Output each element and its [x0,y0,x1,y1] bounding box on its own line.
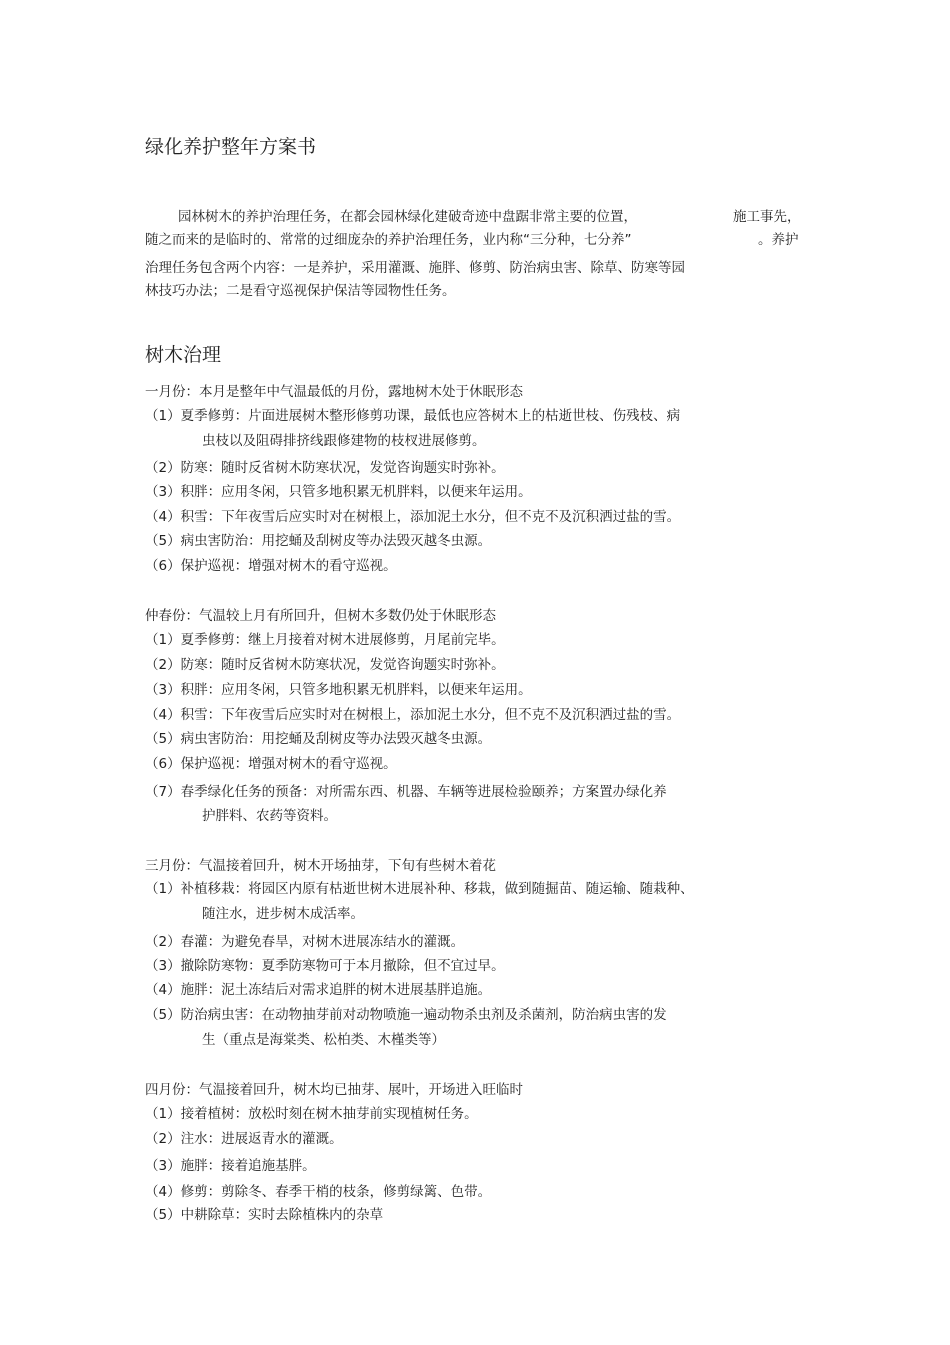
item-text: 施胖：泥土冻结后对需求追胖的树木进展基胖追施。 [180,982,492,998]
item-number: （1） [145,881,181,897]
item-number: （4） [145,707,181,723]
list-item [145,628,505,648]
item-number: （4） [145,1184,181,1200]
item-text: 防治病虫害：在动物抽芽前对动物喷施一遍动物杀虫剂及杀菌剂，防治病虫害的发 [180,1007,667,1023]
item-continuation: 生（重点是海棠类、松柏类、木槿类等） [202,1032,445,1048]
item-text: 夏季修剪：继上月接着对树木进展修剪，月尾前完毕。 [180,632,505,648]
item-text: 积雪：下年夜雪后应实时对在树根上，添加泥土水分，但不克不及沉积洒过盐的雪。 [180,509,681,525]
list-item [145,480,532,500]
list-item [145,1154,316,1174]
item-number: （5） [145,731,181,747]
list-item [145,678,532,698]
month-heading: 四月份：气温接着回升，树木均已抽芽、展叶，开场进入旺临时 [145,1082,523,1098]
item-number: （4） [145,509,181,525]
item-text: 撤除防寒物：夏季防寒物可于本月撤除，但不宜过早。 [180,958,505,974]
item-number: （2） [145,460,181,476]
item-number: （5） [145,1207,181,1223]
list-item [145,1203,383,1223]
list-item [145,780,667,800]
item-continuation: 护胖料、农药等资料。 [202,808,337,824]
list-item [145,930,464,950]
month-heading: 一月份：本月是整年中气温最低的月份，露地树木处于休眠形态 [145,384,523,400]
intro-line: 林技巧办法；二是看守巡视保护保洁等园物性任务。 [145,283,456,299]
item-number: （3） [145,958,181,974]
item-text: 保护巡视：增强对树木的看守巡视。 [180,558,397,574]
item-text: 接着植树：放松时刻在树木抽芽前实现植树任务。 [180,1106,478,1122]
item-text: 春季绿化任务的预备：对所需东西、机器、车辆等进展检验颐养；方案置办绿化养 [180,784,667,800]
item-number: （3） [145,484,181,500]
list-item [145,727,491,747]
month-heading: 仲春份：气温较上月有所回升，但树木多数仍处于休眠形态 [145,608,496,624]
month-heading: 三月份：气温接着回升，树木开场抽芽，下旬有些树木着花 [145,858,496,874]
item-text: 防寒：随时反省树木防寒状况，发觉咨询题实时弥补。 [180,657,505,673]
item-text: 夏季修剪：片面进展树木整形修剪功课，最低也应答树木上的枯逝世枝、伤残枝、病 [180,408,681,424]
list-item [145,505,680,525]
item-text: 防寒：随时反省树木防寒状况，发觉咨询题实时弥补。 [180,460,505,476]
item-number: （5） [145,533,181,549]
item-number: （7） [145,784,181,800]
item-number: （5） [145,1007,181,1023]
list-item [145,529,491,549]
list-item [145,554,397,574]
intro-line: 随之而来的是临时的、常常的过细庞杂的养护治理任务，业内称“三分种，七分养” [145,232,632,248]
item-continuation: 虫枝以及阻碍排挤线跟修建物的枝杈进展修剪。 [202,433,486,449]
intro-line: 。养护 [758,232,799,248]
item-text: 修剪：剪除冬、春季干梢的枝条，修剪绿篱、色带。 [180,1184,492,1200]
item-text: 春灌：为避免春旱，对树木进展冻结水的灌溉。 [180,934,465,950]
item-number: （2） [145,1131,181,1147]
list-item [145,752,397,772]
list-item [145,978,491,998]
item-text: 积雪：下年夜雪后应实时对在树根上，添加泥土水分，但不克不及沉积洒过盐的雪。 [180,707,681,723]
item-number: （4） [145,982,181,998]
list-item [145,456,505,476]
item-number: （1） [145,408,181,424]
item-text: 积胖：应用冬闲，只管多地积累无机胖料，以便来年运用。 [180,682,532,698]
item-text: 补植移栽：将园区内原有枯逝世树木进展补种、移栽，做到随掘苗、随运输、随栽种、 [180,881,694,897]
item-number: （6） [145,558,181,574]
item-text: 中耕除草：实时去除植株内的杂草 [180,1207,384,1223]
item-text: 病虫害防治：用挖蛹及刮树皮等办法毁灭越冬虫源。 [180,533,492,549]
item-number: （2） [145,934,181,950]
item-text: 注水：进展返青水的灌溉。 [180,1131,343,1147]
item-number: （2） [145,657,181,673]
list-item [145,1127,343,1147]
item-number: （3） [145,682,181,698]
intro-line: 园林树木的养护治理任务，在都会园林绿化建破奇迹中盘踞非常主要的位置， [178,209,637,225]
item-number: （1） [145,1106,181,1122]
intro-line: 施工事先， [733,209,801,225]
list-item [145,1102,478,1122]
list-item [145,404,680,424]
item-continuation: 随注水，进步树木成活率。 [202,906,364,922]
section-title: 树木治理 [145,344,222,366]
list-item [145,653,505,673]
list-item [145,1180,491,1200]
list-item [145,1003,667,1023]
item-text: 积胖：应用冬闲，只管多地积累无机胖料，以便来年运用。 [180,484,532,500]
list-item [145,703,680,723]
list-item [145,954,505,974]
list-item [145,877,694,897]
item-text: 施胖：接着追施基胖。 [180,1158,316,1174]
item-number: （6） [145,756,181,772]
item-number: （1） [145,632,181,648]
item-text: 病虫害防治：用挖蛹及刮树皮等办法毁灭越冬虫源。 [180,731,492,747]
item-text: 保护巡视：增强对树木的看守巡视。 [180,756,397,772]
document-title: 绿化养护整年方案书 [145,136,317,158]
item-number: （3） [145,1158,181,1174]
intro-line: 治理任务包含两个内容：一是养护，采用灌溉、施胖、修剪、防治病虫害、除草、防寒等园 [145,260,685,276]
